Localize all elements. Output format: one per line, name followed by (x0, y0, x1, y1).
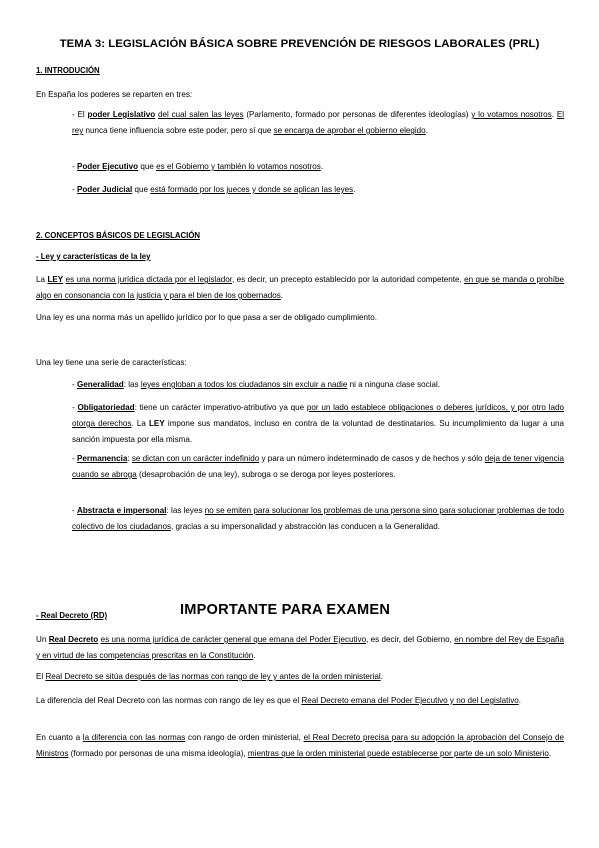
poder-ejecutivo-paragraph: - Poder Ejecutivo que es el Gobierno y también lo votamos nosotros. (72, 162, 324, 171)
permanencia-paragraph: - Permanencia: se dictan con un carácter indefinido y para un número indeterminado de casos y de hechos y sólo deja de tener vigencia cuando se abroga (desaprobación de una ley), subroga o se deroga por leyes posteriores. (72, 454, 564, 479)
real-decreto-diferencia-ley: La diferencia del Real Decreto con las normas con rango de ley es que el Real Decreto emana del Poder Ejecutivo y no del Legislativo. (36, 696, 522, 705)
generalidad-paragraph: - Generalidad: las leyes engloban a todos los ciudadanos sin excluir a nadie ni a ninguna clase social. (72, 380, 441, 389)
ley-apellido-paragraph: Una ley es una norma más un apellido jurídico por lo que pasa a ser de obligado cumplimiento. (36, 313, 378, 322)
obligatoriedad-paragraph: - Obligatoriedad: tiene un carácter imperativo-atributivo ya que por un lado establece obligaciones o deberes jurídicos, y por otro lado otorga derechos. La LEY impone sus mandatos, incluso en contra de la voluntad de destinatarios. Su incumplimiento da lugar a una sanción impuesta por ella misma. (72, 403, 564, 444)
ley-definition-paragraph: La LEY es una norma jurídica dictada por el legislador, es decir, un precepto establecido por la autoridad competente, en que se manda o prohíbe algo en consonancia con la justicia y para el bien de los gobernados. (36, 275, 565, 300)
important-note: IMPORTANTE PARA EXAMEN (180, 602, 391, 618)
section-2-heading: 2. CONCEPTOS BÁSICOS DE LEGISLACIÓN (36, 231, 201, 240)
real-decreto-rango: El Real Decreto se sitúa después de las normas con rango de ley y antes de la orden ministerial. (36, 672, 383, 681)
section-1-heading: 1. INTRODUCIÓN (36, 66, 100, 75)
poder-legislativo-paragraph: - El poder Legislativo del cual salen las leyes (Parlamento, formado por personas de diferentes ideologías) y lo votamos nosotros. El rey nunca tiene influencia sobre este poder, pero sí que se encarga de aprobar el gobierno elegido. (72, 110, 565, 135)
ley-subheading: - Ley y características de la ley (36, 252, 151, 261)
real-decreto-subheading: - Real Decreto (RD) (36, 611, 108, 620)
document-title: TEMA 3: LEGISLACIÓN BÁSICA SOBRE PREVENCIÓN DE RIESGOS LABORALES (PRL) (59, 38, 540, 50)
caracteristicas-intro: Una ley tiene una serie de características: (36, 358, 187, 367)
real-decreto-diferencia-orden: En cuanto a la diferencia con las normas con rango de orden ministerial, el Real Decreto precisa para su adopción la aprobación del Consejo de Ministros (formado por personas de una misma ideología), mientras que la orden ministerial puede establecerse por parte de un solo Ministerio. (36, 733, 565, 758)
poder-judicial-paragraph: - Poder Judicial que está formado por los jueces y donde se aplican las leyes. (72, 185, 356, 194)
abstracta-paragraph: - Abstracta e impersonal: las leyes no se emiten para solucionar los problemas de una persona sino para solucionar problemas de todo colectivo de los ciudadanos, gracias a su impersonalidad y abstracción las conducen a la Generalidad. (72, 506, 565, 531)
real-decreto-definition: Un Real Decreto es una norma jurídica de carácter general que emana del Poder Ejecutivo, es decir, del Gobierno, en nombre del Rey de España y en virtud de las competencias prescritas en la Constitución. (36, 635, 565, 660)
section-1-intro: En España los poderes se reparten en tres: (36, 90, 193, 99)
